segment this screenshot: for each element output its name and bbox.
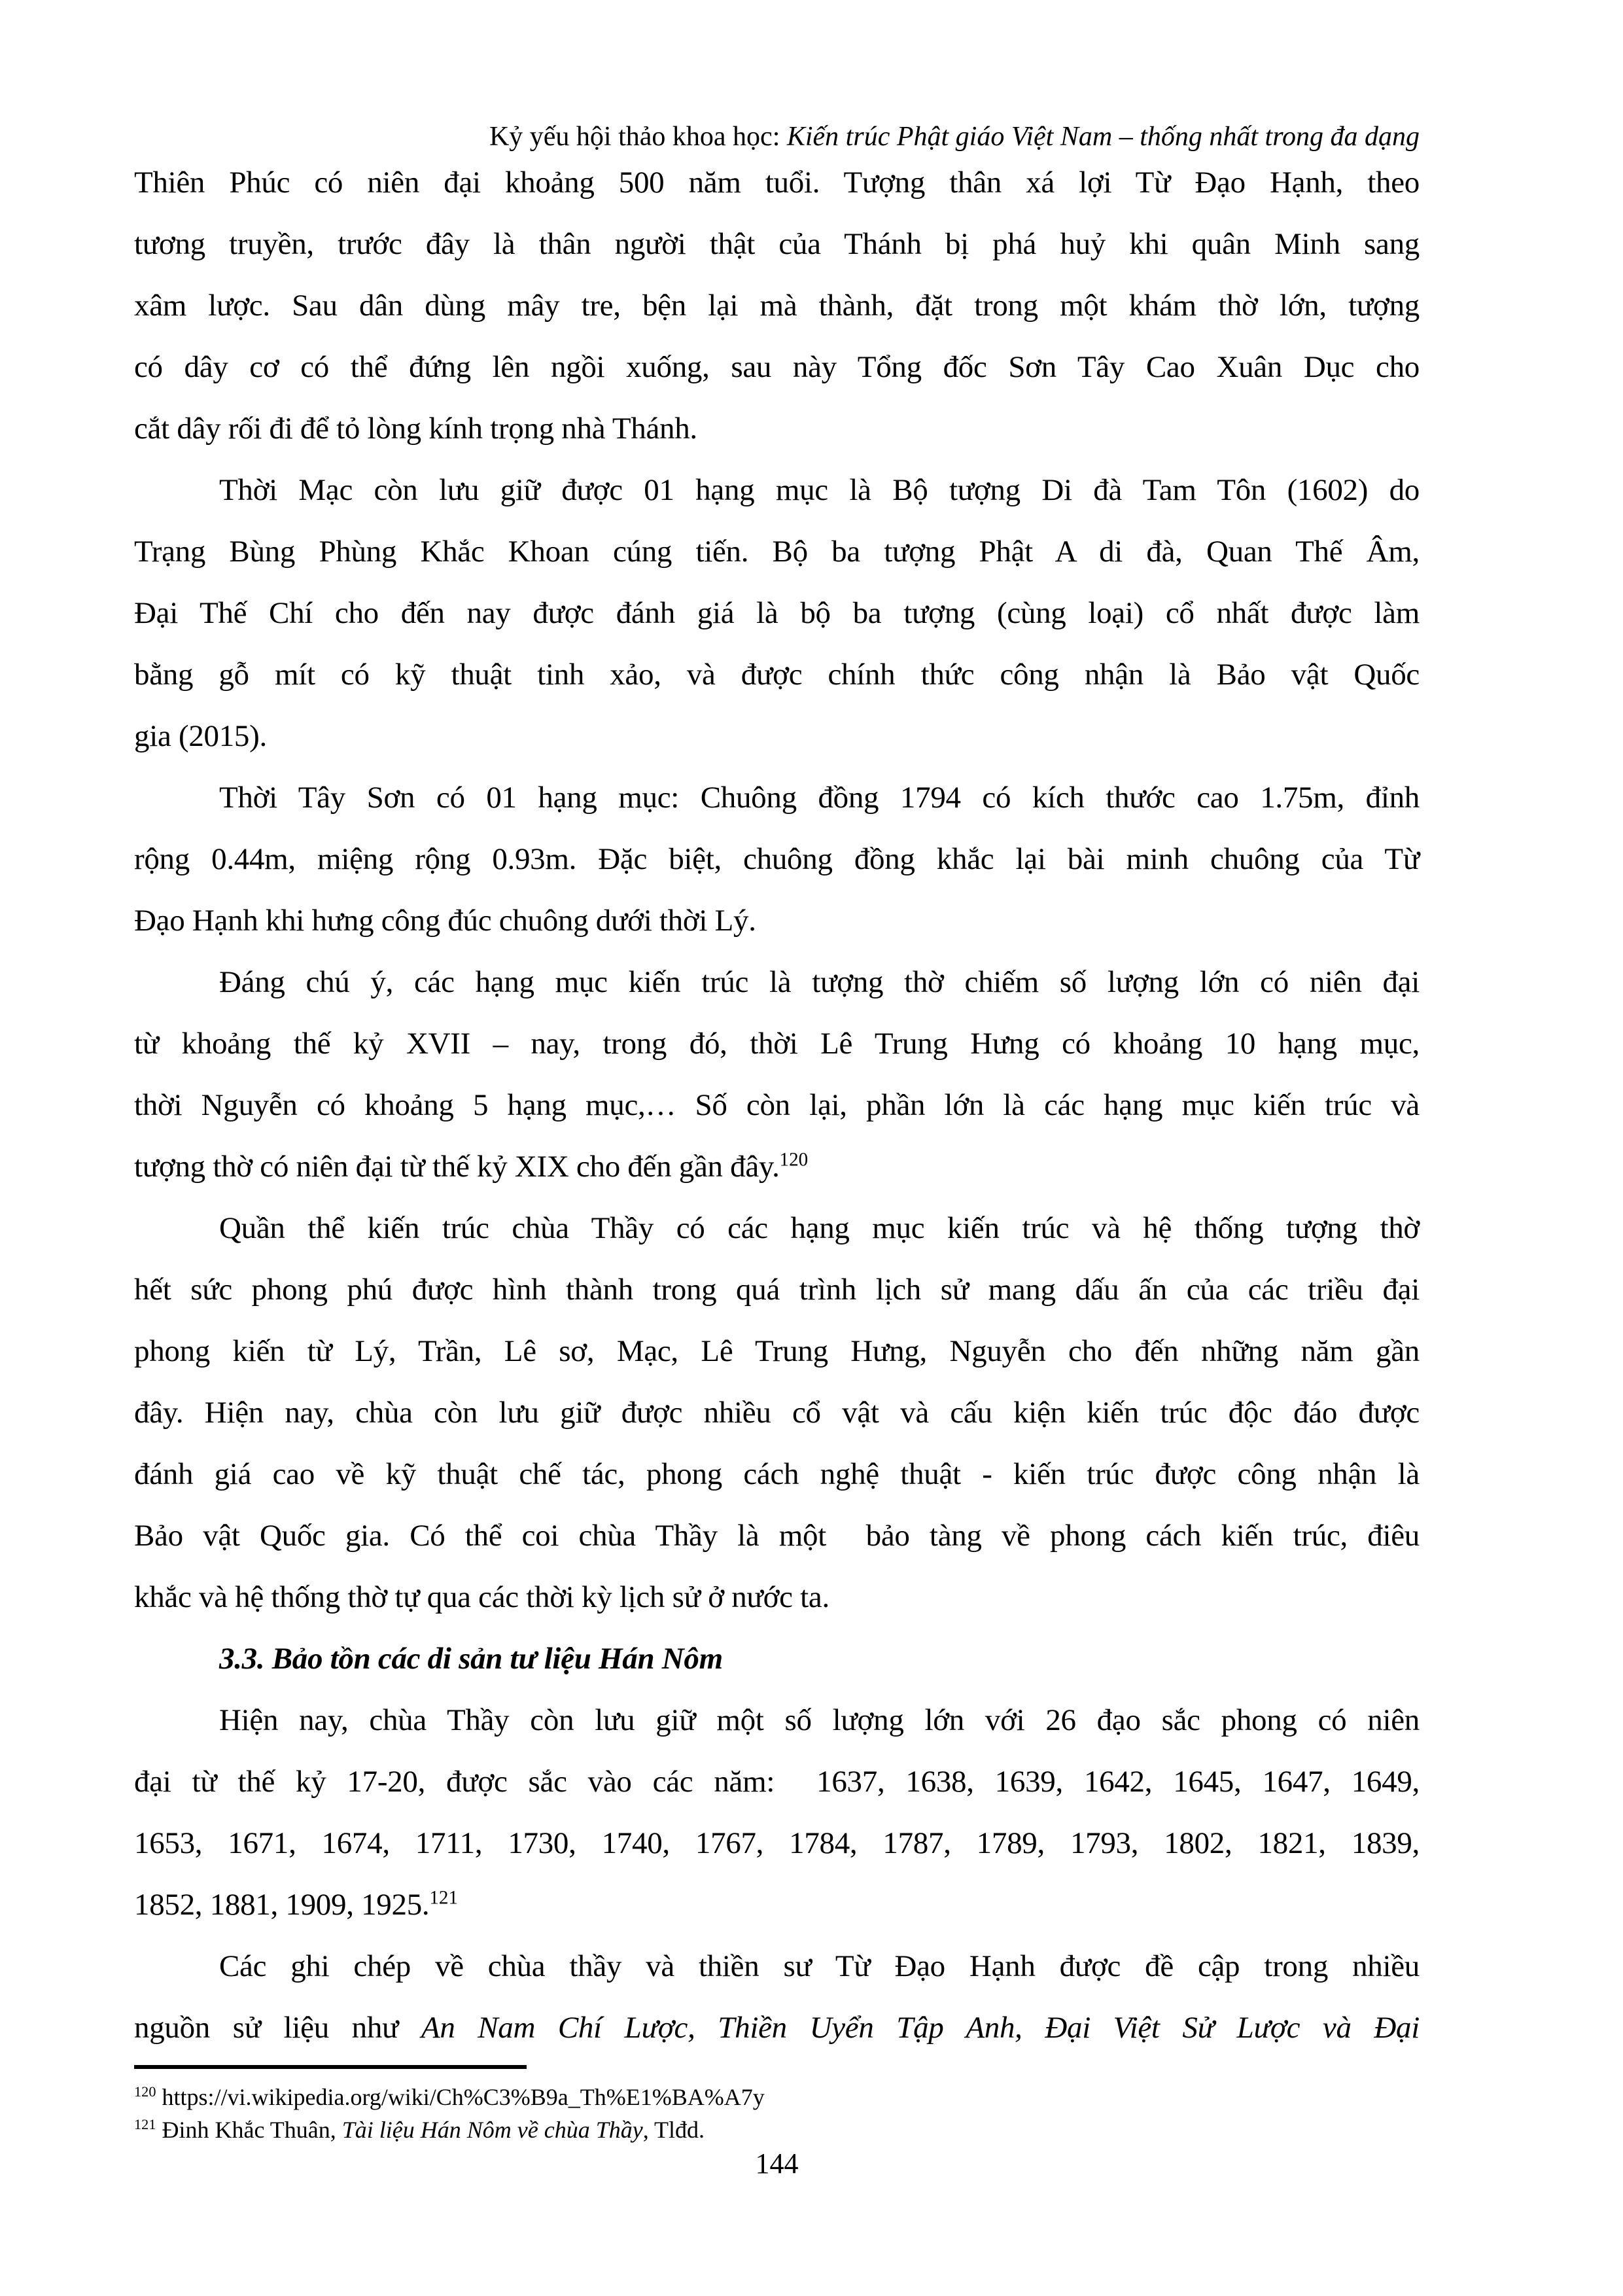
text-segment: xâm lược. Sau dân dùng mây tre, bện lại mà thành, đặt trong một khám thờ lớn, tượng	[134, 289, 1420, 323]
text-segment: thời Nguyễn có khoảng 5 hạng mục,… Số còn lại, phần lớn là các hạng mục kiến trúc và	[134, 1088, 1420, 1122]
body-line	[134, 459, 1420, 521]
body-line	[134, 1812, 1420, 1874]
body-line	[134, 213, 1420, 275]
text-segment: tương truyền, trước đây là thân người thật của Thánh bị phá huỷ khi quân Minh sang	[134, 227, 1420, 261]
text-segment: từ khoảng thế kỷ XVII – nay, trong đó, thời Lê Trung Hưng có khoảng 10 hạng mục,	[134, 1027, 1420, 1061]
body-line	[134, 1997, 1420, 2058]
body-line	[134, 582, 1420, 644]
body-line	[134, 521, 1420, 582]
body-line	[134, 1136, 1420, 1197]
body-line	[134, 1013, 1420, 1074]
text-segment: Đinh Khắc Thuân,	[156, 2117, 342, 2143]
text-segment: khắc và hệ thống thờ tự qua các thời kỳ lịch sử ở nước ta.	[134, 1580, 829, 1614]
page-number: 144	[755, 2147, 799, 2180]
text-segment: , Tlđd.	[642, 2117, 705, 2143]
body-line	[134, 275, 1420, 336]
body-line	[134, 1751, 1420, 1812]
footnote-ref: 120	[779, 1149, 809, 1171]
footnote-item	[134, 2081, 1420, 2113]
text-segment: gia (2015).	[134, 719, 267, 753]
running-header-prefix: Kỷ yếu hội thảo khoa học:	[489, 122, 787, 152]
running-header-title: Kiến trúc Phật giáo Việt Nam – thống nhất trong đa dạng	[786, 122, 1420, 152]
body-line	[134, 644, 1420, 705]
text-segment: 1852, 1881, 1909, 1925.	[134, 1888, 430, 1922]
text-segment: nguồn sử liệu như	[134, 2011, 421, 2045]
text-segment: Thời Mạc còn lưu giữ được 01 hạng mục là Bộ tượng Di đà Tam Tôn (1602) do	[219, 473, 1420, 507]
body-line	[134, 1689, 1420, 1751]
text-segment: Trạng Bùng Phùng Khắc Khoan cúng tiến. Bộ ba tượng Phật A di đà, Quan Thế Âm,	[134, 535, 1420, 569]
text-segment: đây. Hiện nay, chùa còn lưu giữ được nhiều cổ vật và cấu kiện kiến trúc độc đáo được	[134, 1396, 1420, 1430]
text-segment: Quần thể kiến trúc chùa Thầy có các hạng mục kiến trúc và hệ thống tượng thờ	[219, 1211, 1420, 1245]
text-segment: Các ghi chép về chùa thầy và thiền sư Từ Đạo Hạnh được đề cập trong nhiều	[219, 1949, 1420, 1983]
footnote-marker: 120	[134, 2083, 156, 2100]
text-segment: Bảo vật Quốc gia. Có thể coi chùa Thầy là một bảo tàng về phong cách kiến trúc, điêu	[134, 1519, 1420, 1553]
body-line	[134, 1074, 1420, 1136]
body-line	[134, 951, 1420, 1013]
footnotes	[134, 2081, 1420, 2146]
text-segment: Thiên Phúc có niên đại khoảng 500 năm tuổi. Tượng thân xá lợi Từ Đạo Hạnh, theo	[134, 166, 1420, 200]
text-segment: phong kiến từ Lý, Trần, Lê sơ, Mạc, Lê Trung Hưng, Nguyễn cho đến những năm gần	[134, 1334, 1420, 1368]
body-line	[134, 1566, 1420, 1628]
body-line	[134, 1874, 1420, 1935]
text-segment: cắt dây rối đi để tỏ lòng kính trọng nhà Thánh.	[134, 412, 697, 446]
body-line	[134, 398, 1420, 459]
body-line	[134, 152, 1420, 213]
text-segment: Đại Thế Chí cho đến nay được đánh giá là bộ ba tượng (cùng loại) cổ nhất được làm	[134, 596, 1420, 630]
text-segment: https://vi.wikipedia.org/wiki/Ch%C3%B9a_Th%E1%BA%A7y	[156, 2084, 765, 2110]
text-segment: Hiện nay, chùa Thầy còn lưu giữ một số lượng lớn với 26 đạo sắc phong có niên	[219, 1703, 1420, 1737]
section-heading	[134, 1628, 1420, 1689]
text-segment: 3.3. Bảo tồn các di sản tư liệu Hán Nôm	[219, 1642, 723, 1676]
text-segment: Đáng chú ý, các hạng mục kiến trúc là tượng thờ chiếm số lượng lớn có niên đại	[219, 965, 1420, 999]
footnote-item	[134, 2113, 1420, 2146]
text-segment: có dây cơ có thể đứng lên ngồi xuống, sau này Tổng đốc Sơn Tây Cao Xuân Dục cho	[134, 350, 1420, 384]
text-segment: đánh giá cao về kỹ thuật chế tác, phong cách nghệ thuật - kiến trúc được công nhận là	[134, 1457, 1420, 1491]
footnote-separator	[134, 2065, 527, 2069]
text-segment: hết sức phong phú được hình thành trong quá trình lịch sử mang dấu ấn của các triều đại	[134, 1273, 1420, 1307]
text-segment: Đạo Hạnh khi hưng công đúc chuông dưới thời Lý.	[134, 904, 756, 938]
body-line	[134, 890, 1420, 951]
body-line	[134, 1382, 1420, 1443]
text-segment: Tài liệu Hán Nôm về chùa Thầy	[341, 2117, 643, 2143]
text-segment: tượng thờ có niên đại từ thế kỷ XIX cho đến gần đây.	[134, 1150, 780, 1184]
text-segment: rộng 0.44m, miệng rộng 0.93m. Đặc biệt, chuông đồng khắc lại bài minh chuông của Từ	[134, 842, 1420, 876]
footnote-marker: 121	[134, 2116, 156, 2132]
body-line	[134, 1197, 1420, 1259]
body-line	[134, 828, 1420, 890]
text-segment: 1653, 1671, 1674, 1711, 1730, 1740, 1767, 1784, 1787, 1789, 1793, 1802, 1821, 1839,	[134, 1826, 1420, 1860]
body-line	[134, 1443, 1420, 1505]
body-line	[134, 1935, 1420, 1997]
body-line	[134, 1320, 1420, 1382]
text-segment: đại từ thế kỷ 17-20, được sắc vào các năm: 1637, 1638, 1639, 1642, 1645, 1647, 1649,	[134, 1765, 1420, 1799]
body-line	[134, 336, 1420, 398]
footnote-ref: 121	[429, 1887, 459, 1909]
text-segment: An Nam Chí Lược, Thiền Uyển Tập Anh, Đại Việt Sử Lược và Đại	[421, 2011, 1420, 2045]
text-segment: bằng gỗ mít có kỹ thuật tinh xảo, và được chính thức công nhận là Bảo vật Quốc	[134, 658, 1420, 692]
body-line	[134, 1259, 1420, 1320]
body-line	[134, 1505, 1420, 1566]
text-segment: Thời Tây Sơn có 01 hạng mục: Chuông đồng 1794 có kích thước cao 1.75m, đỉnh	[219, 781, 1420, 815]
body-line	[134, 767, 1420, 828]
body-text	[134, 152, 1420, 2058]
body-line	[134, 705, 1420, 767]
